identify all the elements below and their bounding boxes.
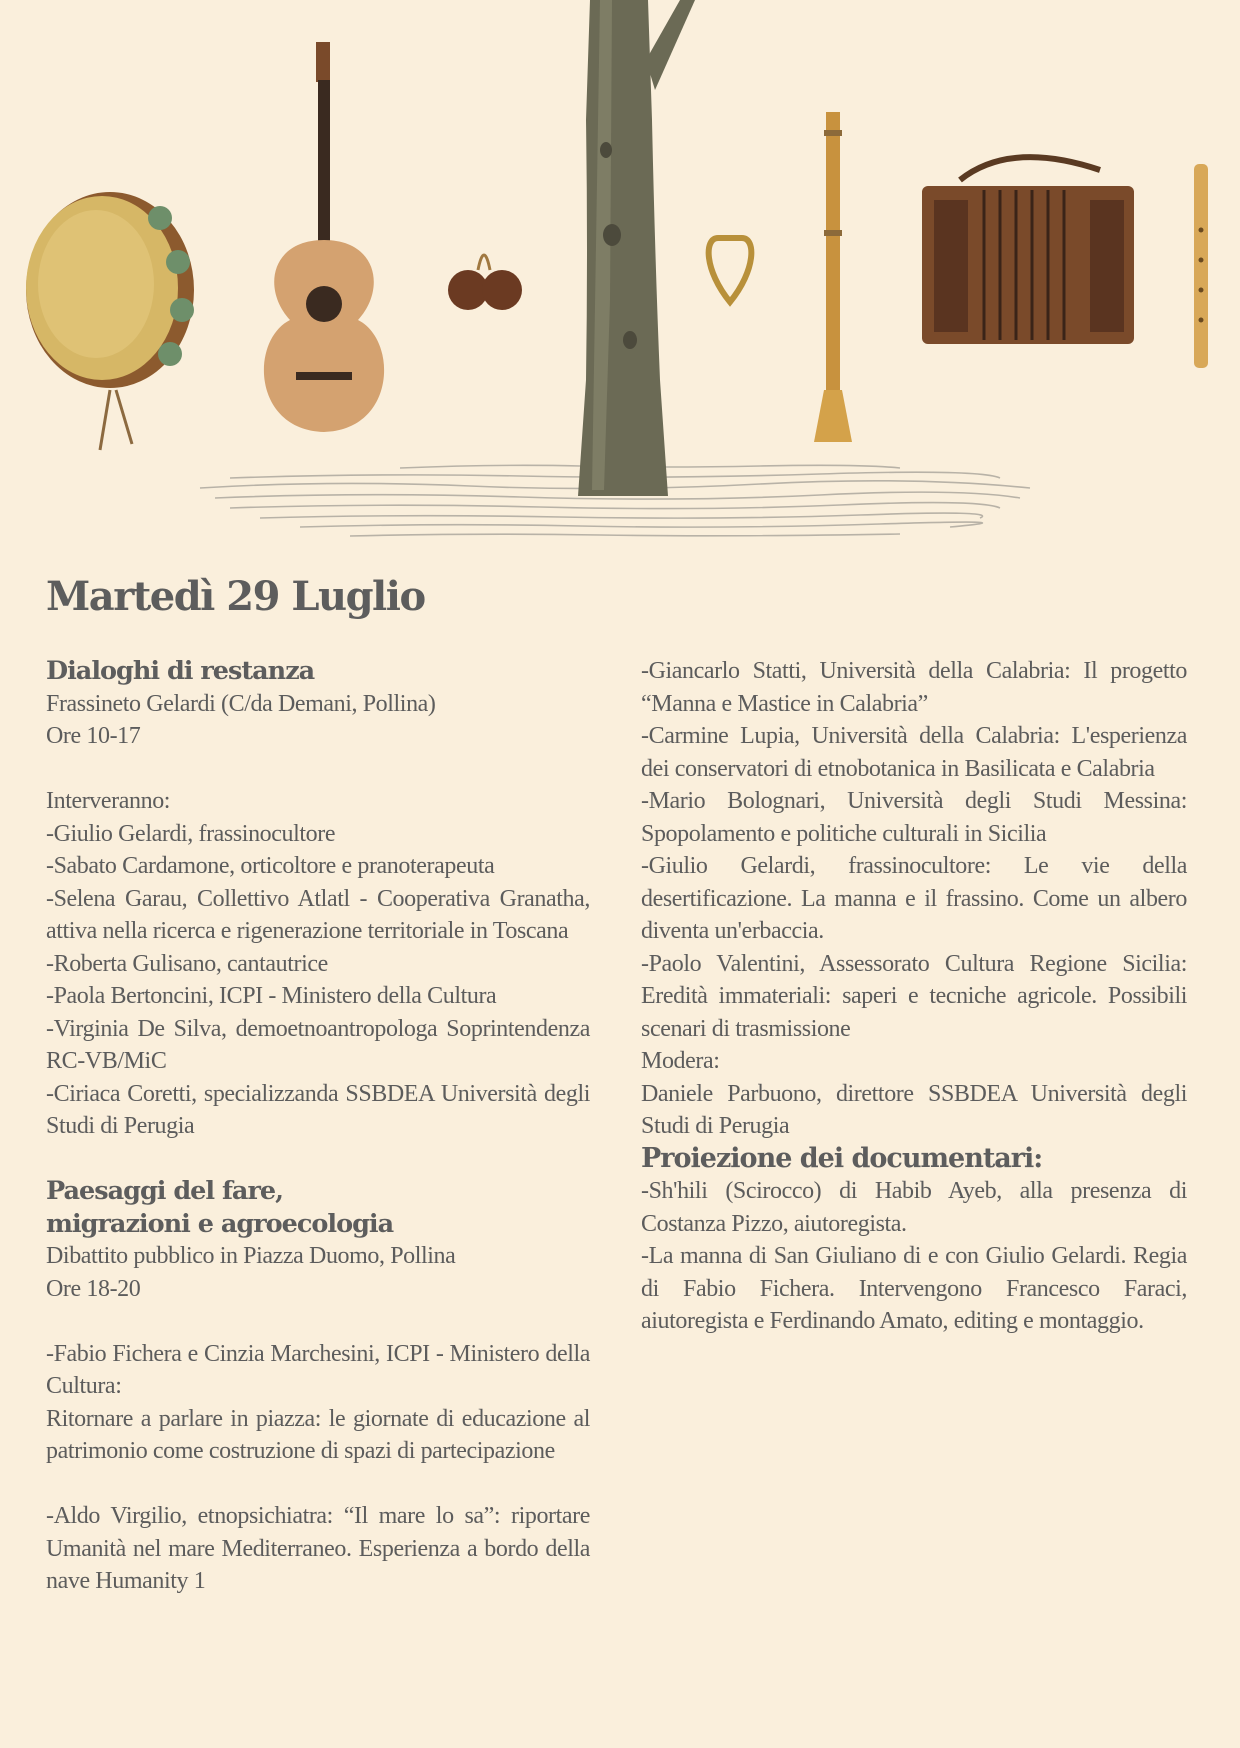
event-heading: Dialoghi di restanza (46, 656, 315, 686)
event-paesaggi (46, 1175, 590, 1598)
tree-icon (578, 0, 695, 496)
event-heading: Paesaggi del fare, (46, 1176, 283, 1206)
page-title: Martedì 29 Luglio (46, 573, 425, 620)
talk-item: -Aldo Virgilio, etnopsichiatra: “Il mare lo sa”: riportare Umanità nel mare Mediterraneo. Esperienza a bordo della nave Humanity 1 (46, 1503, 590, 1594)
left-column (46, 655, 590, 1598)
moderator: Daniele Parbuono, direttore SSBDEA Università degli Studi di Perugia (641, 1080, 1187, 1139)
speaker-item: -Sabato Cardamone, orticoltore e pranoterapeuta (46, 853, 495, 879)
guitar-icon (264, 42, 384, 432)
projection-heading: Proiezione dei documentari: (641, 1142, 1043, 1174)
speaker-item: -Selena Garau, Collettivo Atlatl - Cooperativa Granatha, attiva nella ricerca e rigenerazione territoriale in Toscana (46, 885, 590, 944)
jaw-harp-icon (709, 238, 752, 302)
event-place: Dibattito pubblico in Piazza Duomo, Pollina (46, 1243, 456, 1269)
right-column (641, 655, 1187, 1338)
castanets-icon (448, 255, 522, 310)
tambourine-icon (26, 192, 194, 450)
event-place: Frassineto Gelardi (C/da Demani, Pollina) (46, 690, 436, 717)
talk-item: -Paolo Valentini, Assessorato Cultura Regione Sicilia: Eredità immateriali: saperi e tecniche agricole. Possibili scenari di trasmissione (641, 950, 1187, 1042)
talk-item: -Carmine Lupia, Università della Calabria: L'esperienza dei conservatori di etnobotanica in Basilicata e Calabria (641, 723, 1187, 782)
talk-item: -Fabio Fichera e Cinzia Marchesini, ICPI - Ministero della Cultura: (46, 1340, 590, 1399)
clarinet-icon (814, 112, 852, 442)
accordion-icon (922, 157, 1134, 344)
speaker-item: -Giulio Gelardi, frassinocultore (46, 820, 336, 847)
event-time: Ore 18-20 (46, 1275, 141, 1302)
film-item: -Sh'hili (Scirocco) di Habib Ayeb, alla presenza di Costanza Pizzo, aiutoregista. (641, 1178, 1187, 1237)
film-item: -La manna di San Giuliano di e con Giulio Gelardi. Regia di Fabio Fichera. Intervengono Francesco Faraci, aiutoregista e Ferdinando Amato, editing e montaggio. (641, 1243, 1187, 1334)
instruments-illustration (0, 0, 1240, 580)
talk-item: -Mario Bolognari, Università degli Studi Messina: Spopolamento e politiche culturali in Sicilia (641, 788, 1187, 847)
speaker-item: -Roberta Gulisano, cantautrice (46, 950, 328, 977)
speaker-item: -Virginia De Silva, demoetnoantropologa Soprintendenza RC-VB/MiC (46, 1015, 590, 1074)
event-dialoghi (46, 655, 590, 1143)
event-heading: migrazioni e agroecologia (46, 1208, 394, 1239)
speaker-item: -Paola Bertoncini, ICPI - Ministero della Cultura (46, 983, 497, 1009)
speakers-label: Interveranno: (46, 788, 171, 814)
event-time: Ore 10-17 (46, 723, 141, 749)
flute-icon (1194, 164, 1208, 368)
moderator-label: Modera: (641, 1048, 720, 1074)
talk-item: -Giulio Gelardi, frassinocultore: Le vie della desertificazione. La manna e il frassino. Come un albero diventa un'erbaccia. (641, 853, 1187, 944)
talk-item: Ritornare a parlare in piazza: le giornate di educazione al patrimonio come costruzione di spazi di partecipazione (46, 1405, 590, 1464)
talk-item: -Giancarlo Statti, Università della Calabria: Il progetto “Manna e Mastice in Calabria” (641, 658, 1187, 717)
speaker-item: -Ciriaca Coretti, specializzanda SSBDEA Università degli Studi di Perugia (46, 1080, 590, 1139)
